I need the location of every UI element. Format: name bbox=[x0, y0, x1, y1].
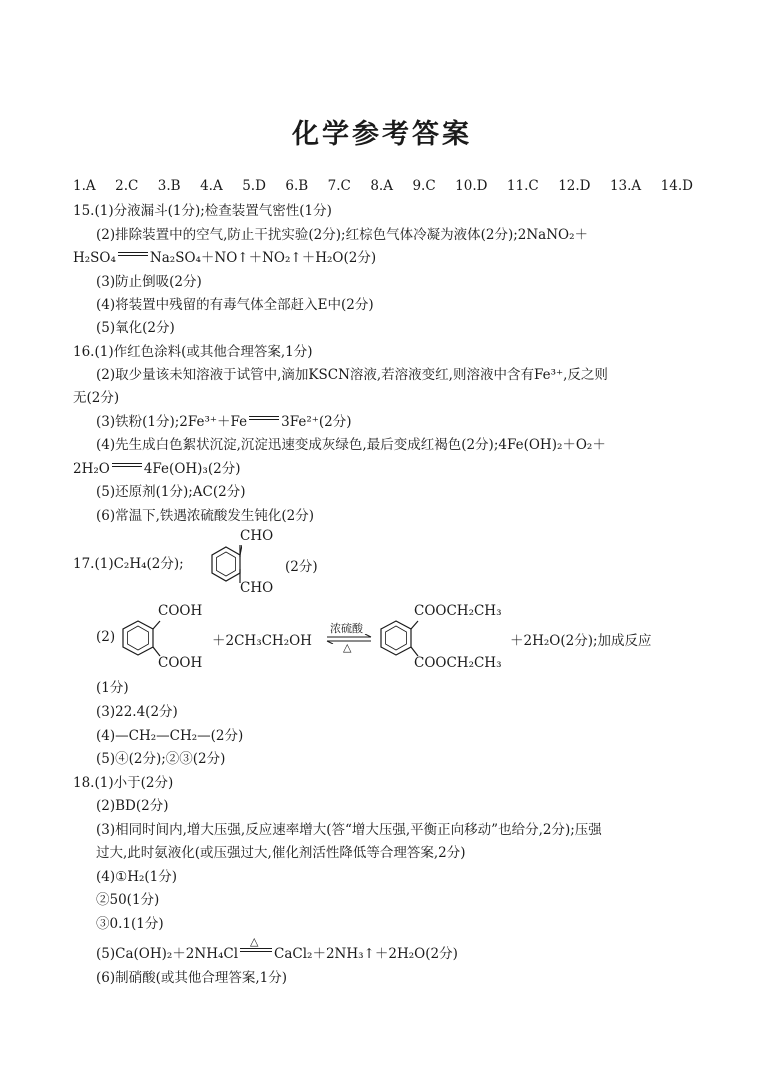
q16-line: (5)还原剂(1分);AC(2分) bbox=[96, 484, 246, 500]
q15-line: (5)氧化(2分) bbox=[96, 320, 175, 336]
equals-sign-icon bbox=[112, 461, 142, 471]
mcq-answer: 2.C bbox=[115, 178, 139, 194]
mcq-answer: 3.B bbox=[157, 178, 181, 194]
q15-line: (3)防止倒吸(2分) bbox=[96, 274, 202, 290]
mcq-answer: 4.A bbox=[200, 178, 223, 194]
q18-equation bbox=[96, 935, 458, 963]
heat-equals-sign bbox=[240, 935, 272, 963]
catalyst-label: 浓硫酸 bbox=[330, 622, 363, 635]
q16-line: (6)常温下,铁遇浓硫酸发生钝化(2分) bbox=[96, 508, 315, 524]
q15-line: 15.(1)分液漏斗(1分);检查装置气密性(1分) bbox=[73, 203, 332, 219]
equation-right: 3Fe²⁺(2分) bbox=[281, 414, 352, 430]
benzene-ring-icon bbox=[116, 618, 162, 660]
q17-line: (1分) bbox=[96, 680, 129, 696]
multiple-choice-answers bbox=[73, 177, 693, 195]
equals-sign-icon bbox=[249, 414, 279, 424]
heat-symbol: △ bbox=[250, 935, 259, 948]
q18-line: (3)相同时间内,增大压强,反应速率增大(答“增大压强,平衡正向移动”也给分,2分);压强 bbox=[96, 822, 602, 838]
equals-sign-icon bbox=[240, 946, 272, 956]
mcq-answer: 12.D bbox=[558, 178, 591, 194]
q18-line: (4)①H₂(1分) bbox=[96, 869, 178, 885]
cho-label: CHO bbox=[240, 580, 274, 596]
equation-right: CaCl₂＋2NH₃↑＋2H₂O(2分) bbox=[274, 946, 458, 962]
q17-part-label: (2) bbox=[96, 629, 116, 645]
benzene-ring-icon bbox=[374, 618, 420, 660]
q16-line: 16.(1)作红色涂料(或其他合理答案,1分) bbox=[73, 344, 313, 360]
equals-sign-icon bbox=[118, 250, 148, 260]
equation-left: H₂SO₄ bbox=[73, 250, 116, 266]
mcq-answer: 1.A bbox=[73, 178, 96, 194]
q18-line: (6)制硝酸(或其他合理答案,1分) bbox=[96, 970, 288, 986]
q16-line: (2)取少量该未知溶液于试管中,滴加KSCN溶液,若溶液变红,则溶液中含有Fe³⁺,反之则 bbox=[96, 367, 608, 383]
q17-line: 17.(1)C₂H₄(2分); bbox=[73, 556, 184, 572]
q18-line: 18.(1)小于(2分) bbox=[73, 775, 174, 791]
mcq-answer: 11.C bbox=[506, 178, 539, 194]
q15-line: (4)将装置中残留的有毒气体全部赶入E中(2分) bbox=[96, 297, 374, 313]
equation-left: (3)铁粉(1分);2Fe³⁺＋Fe bbox=[96, 414, 248, 430]
ester-label: COOCH₂CH₃ bbox=[414, 603, 502, 619]
mcq-answer: 7.C bbox=[327, 178, 351, 194]
equation-right: 4Fe(OH)₃(2分) bbox=[143, 461, 241, 477]
cooh-label: COOH bbox=[158, 655, 203, 671]
q15-equation bbox=[73, 249, 376, 267]
q16-line: (4)先生成白色絮状沉淀,沉淀迅速变成灰绿色,最后变成红褐色(2分);4Fe(OH)₂＋O₂＋ bbox=[96, 437, 606, 453]
q18-line: 过大,此时氨液化(或压强过大,催化剂活性降低等合理答案,2分) bbox=[96, 845, 466, 861]
q15-line: (2)排除装置中的空气,防止干扰实验(2分);红棕色气体冷凝为液体(2分);2NaNO₂＋ bbox=[96, 227, 588, 243]
mcq-answer: 8.A bbox=[370, 178, 393, 194]
q18-line: ②50(1分) bbox=[96, 892, 160, 908]
mcq-answer: 5.D bbox=[242, 178, 266, 194]
q17-line: (3)22.4(2分) bbox=[96, 704, 178, 720]
equation-left: (5)Ca(OH)₂＋2NH₄Cl bbox=[96, 946, 239, 962]
q17-line: (4)—CH₂—CH₂—(2分) bbox=[96, 728, 244, 744]
ester-label: COOCH₂CH₃ bbox=[414, 655, 502, 671]
q17-score: (2分) bbox=[285, 559, 318, 575]
q18-line: (2)BD(2分) bbox=[96, 798, 169, 814]
q17-line: (5)④(2分);②③(2分) bbox=[96, 751, 226, 767]
q18-line: ③0.1(1分) bbox=[96, 916, 164, 932]
equation-right: Na₂SO₄＋NO↑＋NO₂↑＋H₂O(2分) bbox=[149, 250, 377, 266]
benzene-ring-icon bbox=[202, 545, 242, 585]
mcq-answer: 10.D bbox=[455, 178, 488, 194]
mcq-answer: 13.A bbox=[609, 178, 642, 194]
heat-symbol: △ bbox=[343, 641, 352, 654]
mcq-answer: 6.B bbox=[285, 178, 309, 194]
cooh-label: COOH bbox=[158, 603, 203, 619]
q17-line: ＋2H₂O(2分);加成反应 bbox=[510, 633, 652, 649]
page-title: 化学参考答案 bbox=[292, 119, 472, 150]
mcq-answer: 14.D bbox=[660, 178, 693, 194]
mcq-answer: 9.C bbox=[412, 178, 436, 194]
q16-line: 无(2分) bbox=[73, 390, 120, 406]
q16-equation bbox=[96, 413, 352, 431]
cho-label: CHO bbox=[240, 528, 274, 544]
equation-left: 2H₂O bbox=[73, 461, 110, 477]
reagent-text: ＋2CH₃CH₂OH bbox=[212, 633, 312, 649]
q16-equation bbox=[73, 460, 240, 478]
